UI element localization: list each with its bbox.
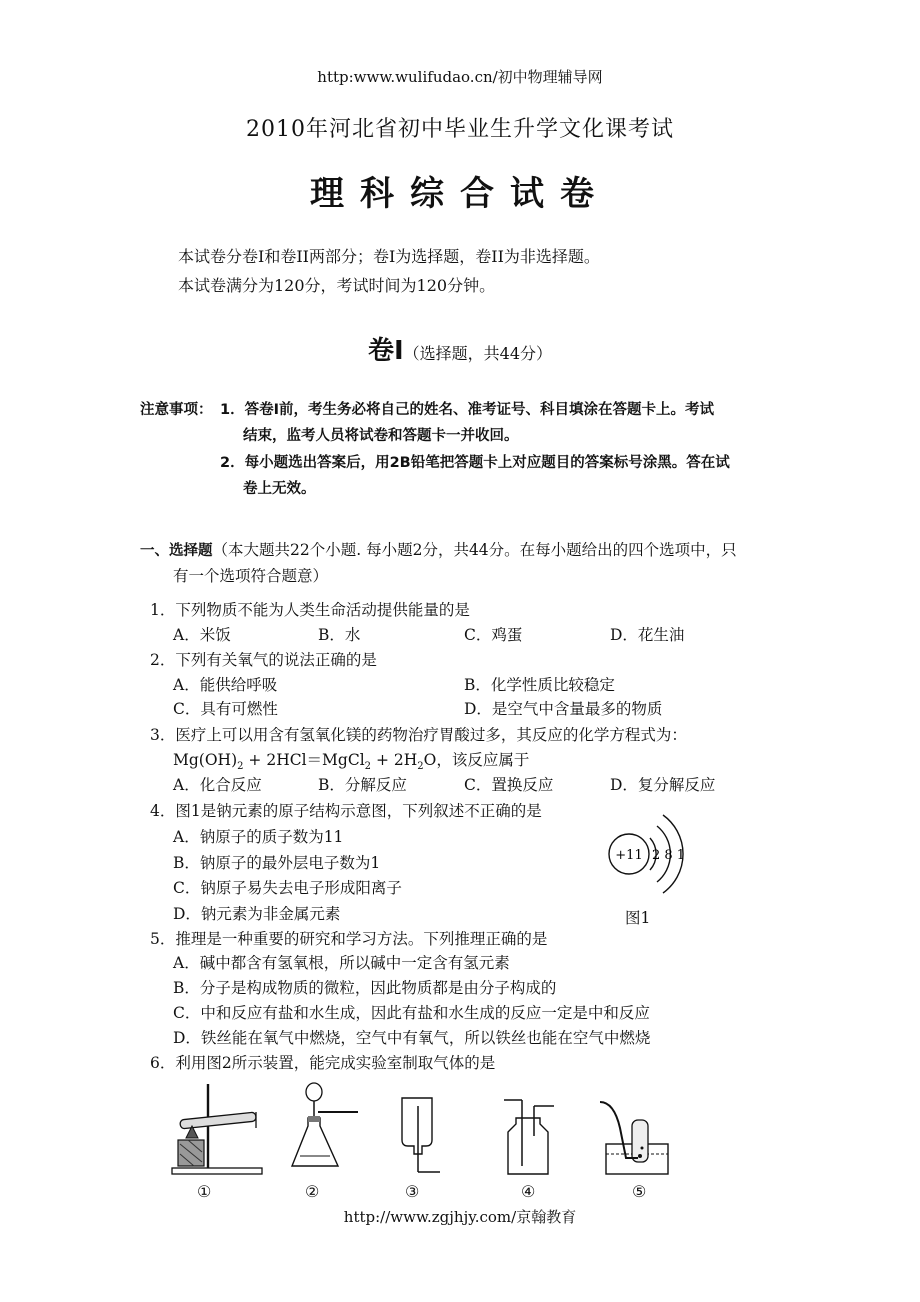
q5-stem: 5．推理是一种重要的研究和学习方法。下列推理正确的是 <box>150 930 548 948</box>
q3-option-b: B．分解反应 <box>318 776 407 794</box>
q1-option-c: C．鸡蛋 <box>464 626 523 644</box>
notice-1a: 1．答卷I前，考生务必将自己的姓名、准考证号、科目填涂在答题卡上。考试 <box>220 402 714 418</box>
apparatus-1-heating-tube <box>168 1078 268 1178</box>
q5-option-b: B．分子是构成物质的微粒，因此物质都是由分子构成的 <box>173 979 557 997</box>
paper-title: 理科综合试卷 <box>310 174 610 214</box>
q5-option-d: D．铁丝能在氧气中燃烧，空气中有氧气，所以铁丝也能在空气中燃烧 <box>173 1029 651 1047</box>
exam-title: 2010年河北省初中毕业生升学文化课考试 <box>246 117 674 142</box>
header-url: http:www.wulifudao.cn/初中物理辅导网 <box>317 68 603 86</box>
notice-2b: 卷上无效。 <box>243 481 316 497</box>
q3-option-c: C．置换反应 <box>464 776 554 794</box>
notice-label: 注意事项： <box>140 402 213 418</box>
intro-line-2: 本试卷满分为120分，考试时间为120分钟。 <box>178 276 496 295</box>
q3-equation: $Mg(OH)_2$ + 2HCl＝MgCl$_2$ + $2H_2O$，该反应属于 <box>173 751 530 773</box>
apparatus-5-label: ⑤ <box>632 1182 647 1201</box>
apparatus-2-label: ② <box>305 1182 320 1201</box>
q3-option-d: D．复分解反应 <box>610 776 716 794</box>
apparatus-4-label: ④ <box>521 1182 536 1201</box>
part-label: 一、选择题 <box>140 543 213 559</box>
q2-stem: 2．下列有关氧气的说法正确的是 <box>150 651 377 669</box>
q4-stem: 4．图1是钠元素的原子结构示意图，下列叙述不正确的是 <box>150 802 542 820</box>
q6-stem: 6．利用图2所示装置，能完成实验室制取气体的是 <box>150 1054 496 1072</box>
q4-option-d: D．钠元素为非金属元素 <box>173 905 341 923</box>
q1-option-a: A．米饭 <box>173 626 231 644</box>
intro-line-1: 本试卷分卷I和卷II两部分；卷I为选择题，卷II为非选择题。 <box>178 247 600 266</box>
section-note: （选择题，共44分） <box>403 344 553 363</box>
q3-equation-tail: ，该反应属于 <box>436 751 530 769</box>
q2-option-d: D．是空气中含量最多的物质 <box>464 700 663 718</box>
q1-option-d: D．花生油 <box>610 626 685 644</box>
q3-option-a: A．化合反应 <box>173 776 262 794</box>
notice-2a: 2．每小题选出答案后，用2B铅笔把答题卡上对应题目的答案标号涂黑。答在试 <box>220 455 730 471</box>
q3-stem: 3．医疗上可以用含有氢氧化镁的药物治疗胃酸过多，其反应的化学方程式为： <box>150 726 687 744</box>
footer-url: http://www.zgjhjy.com/京翰教育 <box>343 1208 577 1226</box>
q5-option-c: C．中和反应有盐和水生成，因此有盐和水生成的反应一定是中和反应 <box>173 1004 650 1022</box>
q1-stem: 1．下列物质不能为人类生命活动提供能量的是 <box>150 601 470 619</box>
apparatus-2-flask-funnel <box>290 1078 370 1178</box>
section-title: 卷I <box>367 336 404 366</box>
part-desc-a: （本大题共22个小题. 每小题2分，共44分。在每小题给出的四个选项中，只 <box>212 541 737 559</box>
apparatus-3-label: ③ <box>405 1182 420 1201</box>
q4-option-b: B．钠原子的最外层电子数为1 <box>173 854 381 872</box>
q2-option-c: C．具有可燃性 <box>173 700 278 718</box>
part-desc-b: 有一个选项符合题意） <box>173 567 329 585</box>
q2-option-b: B．化学性质比较稳定 <box>464 676 615 694</box>
q4-option-a: A．钠原子的质子数为11 <box>173 828 344 846</box>
apparatus-4-gas-bottle <box>500 1096 560 1178</box>
apparatus-1-label: ① <box>197 1182 212 1201</box>
q5-option-a: A．碱中都含有氢氧根，所以碱中一定含有氢元素 <box>173 954 510 972</box>
q1-option-b: B．水 <box>318 626 361 644</box>
q4-option-c: C．钠原子易失去电子形成阳离子 <box>173 879 402 897</box>
part-heading <box>140 538 737 560</box>
shell-electrons: 2 8 1 <box>652 848 686 863</box>
nucleus-label: +11 <box>615 848 643 863</box>
figure-1-label: 图1 <box>625 909 651 927</box>
apparatus-3-inverted-bottle <box>396 1092 446 1178</box>
notice-1b: 结束，监考人员将试卷和答题卡一并收回。 <box>243 428 519 444</box>
section-heading <box>0 330 920 367</box>
q2-option-a: A．能供给呼吸 <box>173 676 278 694</box>
sodium-atom-diagram <box>600 800 700 895</box>
apparatus-5-water-trough <box>596 1098 676 1178</box>
